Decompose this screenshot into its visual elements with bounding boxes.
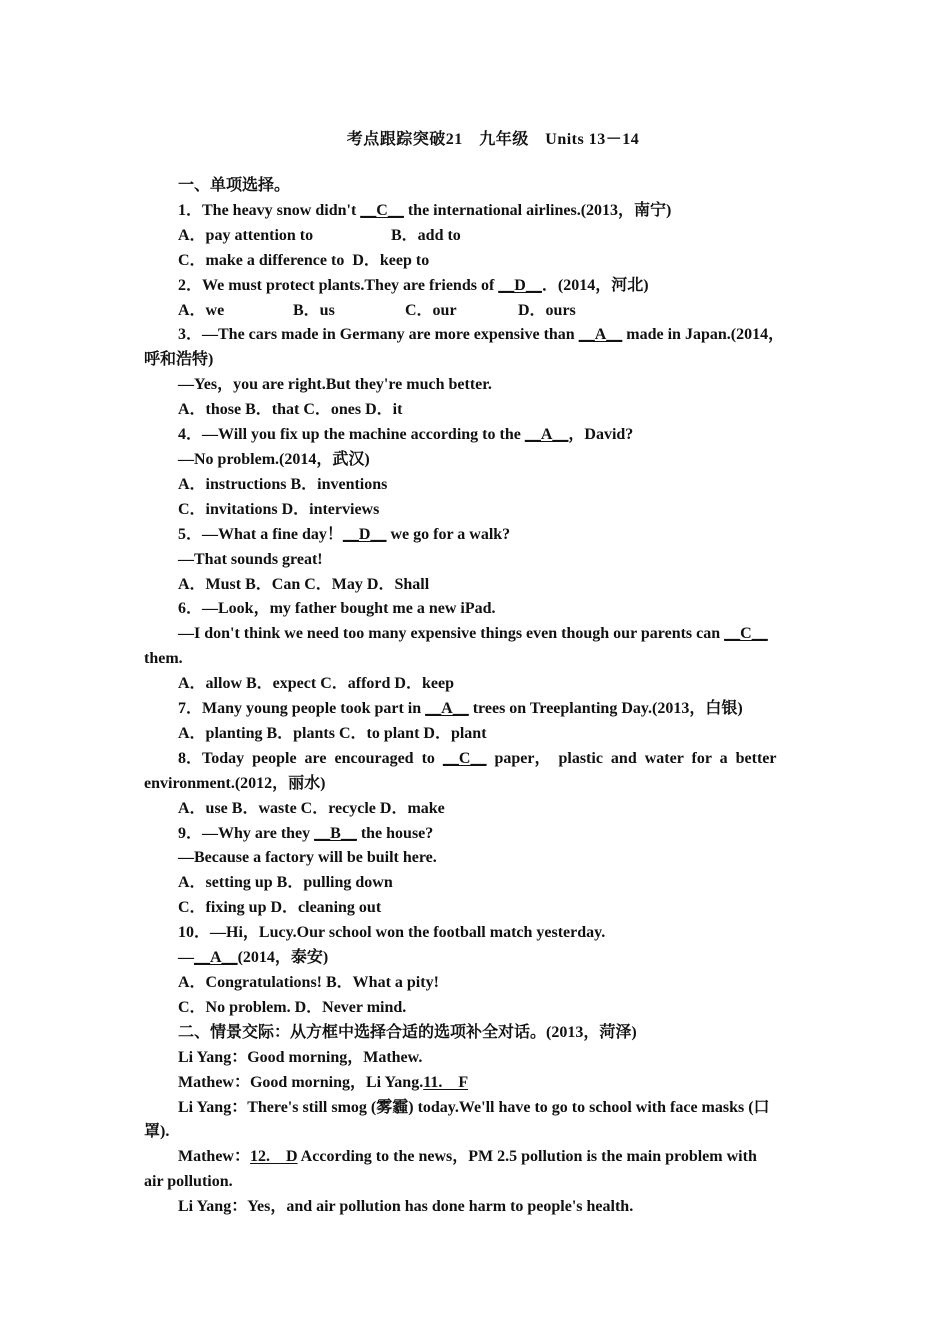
answer-blank: __D__ — [342, 525, 387, 543]
question-8-stem: 8．Today people are encouraged to __C__ paper， plastic and water for a better — [178, 749, 777, 767]
answer-blank: __C__ — [360, 201, 404, 219]
question-1-options-ab: A．pay attention to B．add to — [178, 226, 461, 244]
dialog-line-3: Li Yang：There's still smog (雾霾) today.We'll have to go to school with face masks (口 — [178, 1098, 770, 1116]
dialog-line-5: Li Yang：Yes，and air pollution has done harm to people's health. — [178, 1198, 634, 1216]
question-3-stem: 3．—The cars made in Germany are more expensive than __A__ made in Japan.(2014， — [178, 326, 785, 344]
question-10-reply: —__A__(2014，泰安) — [178, 949, 329, 967]
dialog-line-4-cont: air pollution. — [144, 1173, 233, 1191]
question-9-stem: 9．—Why are they __B__ the house? — [178, 824, 434, 842]
answer-blank: 12. D — [250, 1148, 298, 1166]
question-6-stem: 6．—Look，my father bought me a new iPad. — [178, 600, 496, 618]
question-8-options: A．use B．waste C．recycle D．make — [178, 799, 445, 817]
question-5-options: A．Must B．Can C．May D．Shall — [178, 575, 430, 593]
question-8-stem-cont: environment.(2012，丽水) — [144, 774, 326, 792]
question-10-stem: 10．—Hi，Lucy.Our school won the football match yesterday. — [178, 924, 606, 942]
answer-blank: __A__ — [578, 326, 623, 344]
question-7-options: A．planting B．plants C．to plant D．plant — [178, 724, 487, 742]
answer-blank: 11. F — [423, 1073, 469, 1091]
question-10-options-cd: C．No problem. D．Never mind. — [178, 998, 407, 1016]
section-heading-1: 一、单项选择。 — [178, 177, 291, 194]
dialog-line-4: Mathew：12. D According to the news，PM 2.5 pollution is the main problem with — [178, 1148, 757, 1166]
answer-blank: __C__ — [724, 625, 768, 643]
answer-blank: __A__ — [425, 700, 469, 718]
question-4-stem: 4．—Will you fix up the machine according to the __A__，David? — [178, 426, 634, 444]
answer-blank: __A__ — [524, 426, 569, 444]
question-3-options: A．those B．that C．ones D．it — [178, 401, 403, 419]
dialog-line-1: Li Yang：Good morning，Mathew. — [178, 1048, 423, 1066]
question-6-options: A．allow B．expect C．afford D．keep — [178, 675, 454, 693]
answer-blank: __A__ — [194, 949, 238, 967]
question-4-options-cd: C．invitations D．interviews — [178, 500, 380, 518]
question-6-reply: —I don't think we need too many expensive things even though our parents can __C__ — [178, 625, 768, 643]
question-3-reply: —Yes，you are right.But they're much better. — [178, 376, 492, 394]
answer-blank: __D__ — [498, 276, 542, 294]
question-10-options-ab: A．Congratulations! B．What a pity! — [178, 974, 439, 991]
answer-blank: __B__ — [314, 824, 357, 842]
question-2-stem: 2．We must protect plants.They are friends of __D__．(2014，河北) — [178, 276, 649, 294]
question-1-options-cd: C．make a difference to D．keep to — [178, 251, 430, 269]
question-5-reply: —That sounds great! — [178, 550, 323, 568]
question-1-stem: 1．The heavy snow didn't __C__ the international airlines.(2013，南宁) — [178, 201, 672, 219]
page-title: 考点跟踪突破21 九年级 Units 13－14 — [346, 131, 640, 148]
question-5-stem: 5．—What a fine day！__D__ we go for a walk? — [178, 525, 511, 543]
dialog-line-3-cont: 罩). — [144, 1123, 170, 1141]
question-9-options-ab: A．setting up B．pulling down — [178, 874, 393, 892]
exercise-content — [144, 174, 806, 1220]
question-3-stem-cont: 呼和浩特) — [144, 351, 214, 369]
question-9-reply: —Because a factory will be built here. — [178, 849, 437, 867]
section-heading-2: 二、情景交际：从方框中选择合适的选项补全对话。(2013，菏泽) — [178, 1023, 637, 1041]
question-4-options-ab: A．instructions B．inventions — [178, 475, 388, 493]
question-2-options: A．we B．us C．our D．ours — [178, 301, 576, 319]
question-9-options-cd: C．fixing up D．cleaning out — [178, 899, 382, 917]
answer-blank: __C__ — [442, 749, 487, 767]
question-7-stem: 7．Many young people took part in __A__ trees on Treeplanting Day.(2013，白银) — [178, 700, 743, 718]
question-4-reply: —No problem.(2014，武汉) — [178, 450, 370, 468]
dialog-line-2: Mathew：Good morning，Li Yang.11. F — [178, 1073, 469, 1091]
question-6-reply-cont: them. — [144, 650, 183, 668]
